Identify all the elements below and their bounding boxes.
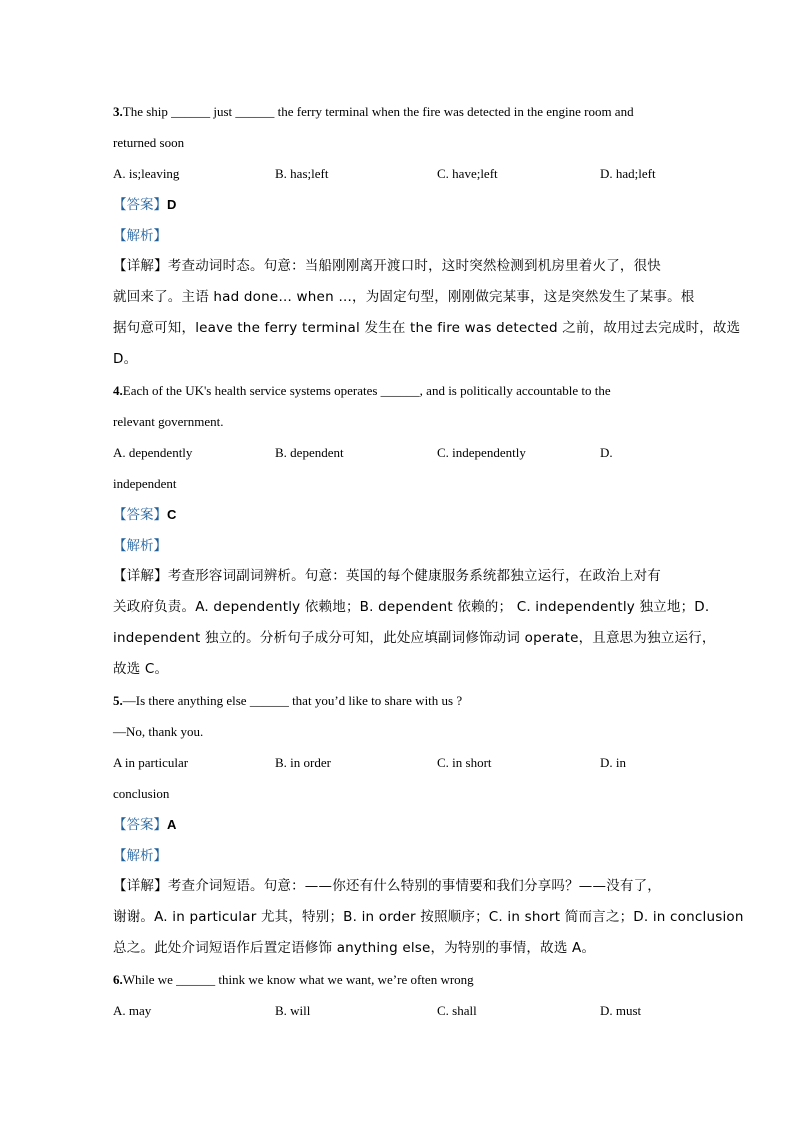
question-stem-text: The ship ______ just ______ the ferry terminal when the fire was detected in the engine room and <box>122 104 634 119</box>
detail-tag: 【详解】 <box>113 258 168 274</box>
option-a: A. is;leaving <box>113 166 180 181</box>
question-stem-line <box>113 964 683 995</box>
question-stem-text: —Is there anything else ______ that you’d like to share with us ? <box>122 693 463 708</box>
question-6 <box>113 964 683 1026</box>
question-stem-line <box>113 685 683 716</box>
detail-text: 考查形容词副词辨析。句意：英国的每个健康服务系统都独立运行，在政治上对有 <box>167 568 662 584</box>
question-stem-line <box>113 96 683 127</box>
options-row <box>113 995 683 1026</box>
analysis-tag: 【解析】 <box>113 538 167 554</box>
option-d: D. had;left <box>600 166 656 181</box>
option-b: B. has;left <box>275 166 329 181</box>
analysis-line <box>113 220 683 251</box>
question-4 <box>113 375 716 685</box>
question-number: 5. <box>113 693 123 708</box>
detail-line <box>113 251 683 282</box>
option-c: C. independently <box>437 445 526 460</box>
detail-line: 就回来了。主语 had done… when …，为固定句型，刚刚做完某事，这是突然发生了某事。根 <box>113 289 695 305</box>
analysis-tag: 【解析】 <box>113 228 167 244</box>
detail-line: 谢谢。A. in particular 尤其，特别；B. in order 按照顺序；C. in short 简而言之；D. in conclusion <box>113 909 744 925</box>
option-overflow-line: independent <box>113 476 177 491</box>
detail-line: 故选 C。 <box>113 661 169 677</box>
options-row <box>113 747 683 778</box>
question-stem-line: relevant government. <box>113 414 224 429</box>
detail-line <box>113 561 683 592</box>
detail-tag: 【详解】 <box>113 878 168 894</box>
detail-line: independent 独立的。分析句子成分可知，此处应填副词修饰动词 operate，且意思为独立运行， <box>113 630 716 646</box>
answer-tag: 【答案】 <box>113 817 167 833</box>
option-d: D. <box>600 445 613 460</box>
detail-line: D。 <box>113 351 138 367</box>
detail-line <box>113 871 683 902</box>
answer-line <box>113 499 683 530</box>
analysis-tag: 【解析】 <box>113 848 167 864</box>
options-row <box>113 437 683 468</box>
question-stem-text: Each of the UK's health service systems operates ______, and is politically accountable to the <box>122 383 611 398</box>
option-b: B. dependent <box>275 445 344 460</box>
answer-tag: 【答案】 <box>113 507 167 523</box>
detail-line: 总之。此处介词短语作后置定语修饰 anything else，为特别的事情，故选 A。 <box>113 940 596 956</box>
answer-value: C <box>167 507 177 522</box>
answer-line <box>113 189 683 220</box>
option-d: D. in <box>600 755 626 770</box>
option-overflow-line: conclusion <box>113 786 170 801</box>
option-a: A in particular <box>113 755 189 770</box>
analysis-line <box>113 530 683 561</box>
option-c: C. shall <box>437 1003 477 1018</box>
question-number: 4. <box>113 383 123 398</box>
document-page <box>113 96 744 1026</box>
option-c: C. have;left <box>437 166 498 181</box>
answer-value: D <box>167 197 177 212</box>
option-a: A. dependently <box>113 445 193 460</box>
option-b: B. will <box>275 1003 311 1018</box>
analysis-line <box>113 840 683 871</box>
question-stem-line: —No, thank you. <box>113 724 204 739</box>
answer-tag: 【答案】 <box>113 197 167 213</box>
question-3 <box>113 96 741 375</box>
option-c: C. in short <box>437 755 492 770</box>
option-b: B. in order <box>275 755 331 770</box>
question-number: 6. <box>113 972 123 987</box>
detail-text: 考查动词时态。句意：当船刚刚离开渡口时，这时突然检测到机房里着火了，很快 <box>167 258 662 274</box>
detail-line: 关政府负责。A. dependently 依赖地；B. dependent 依赖的； C. independently 独立地；D. <box>113 599 710 615</box>
answer-line <box>113 809 683 840</box>
question-number: 3. <box>113 104 123 119</box>
detail-tag: 【详解】 <box>113 568 168 584</box>
question-stem-text: While we ______ think we know what we want, we’re often wrong <box>122 972 474 987</box>
answer-value: A <box>167 817 177 832</box>
question-stem-line <box>113 375 683 406</box>
question-5 <box>113 685 744 964</box>
detail-text: 考查介词短语。句意：——你还有什么特别的事情要和我们分享吗？——没有了， <box>167 878 662 894</box>
option-a: A. may <box>113 1003 152 1018</box>
question-stem-line: returned soon <box>113 135 185 150</box>
options-row <box>113 158 683 189</box>
detail-line: 据句意可知，leave the ferry terminal 发生在 the fire was detected 之前，故用过去完成时，故选 <box>113 320 741 336</box>
option-d: D. must <box>600 1003 642 1018</box>
